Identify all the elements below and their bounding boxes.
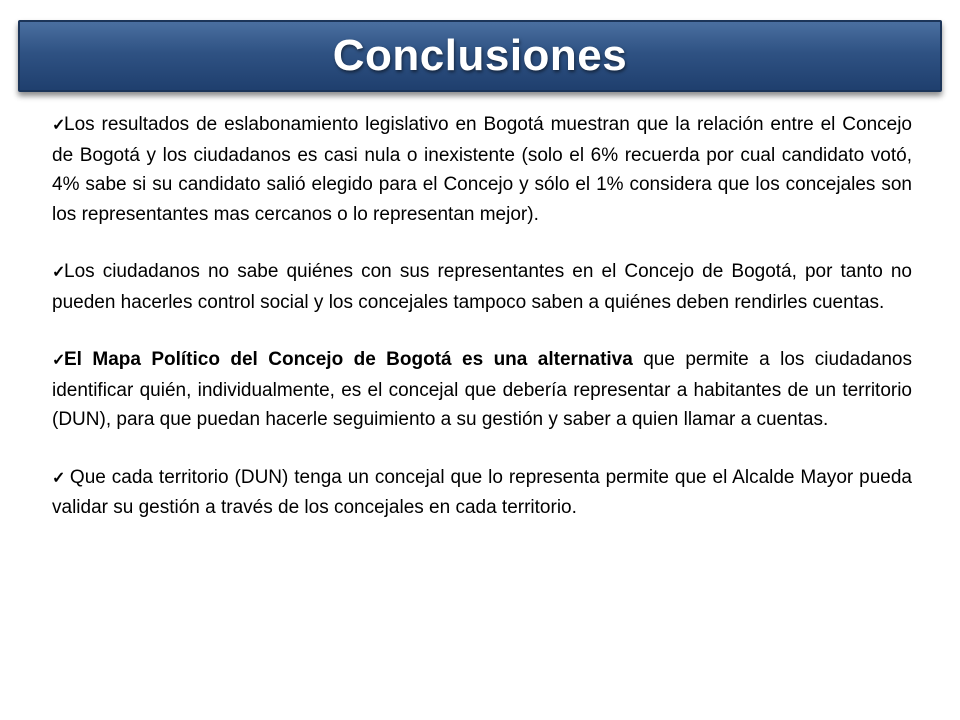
slide-title: Conclusiones bbox=[332, 31, 628, 80]
bullet-text-2: Los ciudadanos no sabe quiénes con sus representantes en el Concejo de Bogotá, por tanto no pueden hacerles control social y los concejales tampoco saben a quiénes deben rendirles cuentas. bbox=[52, 261, 912, 313]
checkmark-icon: ✓ bbox=[52, 352, 66, 369]
bullet-list bbox=[52, 110, 912, 551]
bullet-text-1: Los resultados de eslabonamiento legislativo en Bogotá muestran que la relación entre el Concejo de Bogotá y los ciudadanos es casi nula o inexistente (solo el 6% recuerda por cual candidato votó, 4% sabe si su candidato salió elegido para el Concejo y sólo el 1% considera que los concejales son los representantes mas cercanos o lo representan mejor). bbox=[52, 114, 912, 225]
bullet-text-3: que permite a los ciudadanos identificar quién, individualmente, es el concejal que debería representar a habitantes de un territorio (DUN), para que puedan hacerle seguimiento a su gestión y saber a quien llamar a cuentas. bbox=[52, 349, 912, 430]
checkmark-icon: ✓ bbox=[52, 469, 66, 487]
bullet-item-1 bbox=[52, 110, 912, 229]
bullet-item-3 bbox=[52, 345, 912, 435]
bullet-item-2 bbox=[52, 257, 912, 317]
bullet-text-4: Que cada territorio (DUN) tenga un concejal que lo representa permite que el Alcalde Mayor pueda validar su gestión a través de los concejales en cada territorio. bbox=[52, 466, 912, 518]
title-banner bbox=[18, 20, 942, 92]
checkmark-icon: ✓ bbox=[52, 117, 66, 134]
checkmark-icon: ✓ bbox=[52, 264, 66, 281]
bullet-bold-text-3: El Mapa Político del Concejo de Bogotá es una alternativa bbox=[64, 349, 633, 370]
bullet-item-4 bbox=[52, 463, 912, 523]
